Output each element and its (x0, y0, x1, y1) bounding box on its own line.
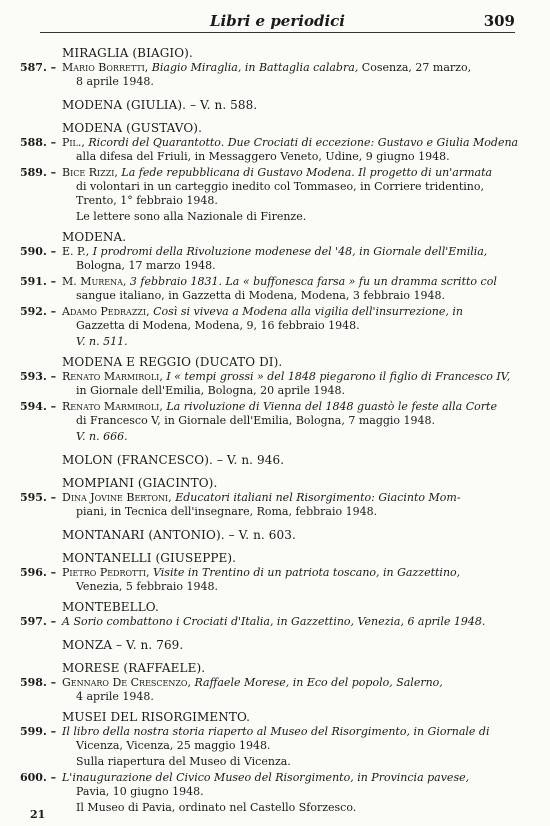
entry-title: A Sorio combattono i Crociati d'Italia, in Gazzettino, Venezia, 6 aprile 1948. (62, 615, 486, 628)
section-heading: MIRAGLIA (BIAGIO). (62, 46, 193, 60)
entry-number: 596. – (20, 566, 57, 579)
entry-number: 590. – (20, 245, 57, 258)
bibliography-entry (20, 566, 520, 594)
entry-number: 598. – (20, 676, 57, 689)
entry-note: Il Museo di Pavia, ordinato nel Castello Sforzesco. (76, 801, 357, 814)
entry-number: 587. – (20, 61, 57, 74)
cross-reference: V. n. 666. (76, 430, 128, 443)
entry-author: Gennaro De Crescenzo, (62, 676, 191, 689)
cross-reference: V. n. 511. (76, 335, 128, 348)
section-heading: MOLON (FRANCESCO). – V. n. 946. (62, 453, 285, 467)
entry-body (62, 566, 520, 580)
entry-title: Biagio Miraglia, in Battaglia calabra, (151, 61, 359, 74)
entry-title: I prodromi della Rivoluzione modenese del '48, in Giornale dell'Emilia, (92, 245, 488, 258)
entry-title: Così si viveva a Modena alla vigilia dell'insurrezione, in (153, 305, 463, 318)
section-heading: MONTANARI (ANTONIO). – V. n. 603. (62, 528, 296, 542)
entry-number: 591. – (20, 275, 57, 288)
entry-title: Raffaele Morese, in Eco del popolo, Salerno, (194, 676, 443, 689)
running-title: Libri e periodici (210, 12, 345, 30)
section-heading: MODENA E REGGIO (DUCATO DI). (62, 355, 283, 369)
entry-continuation: di Francesco V, in Giornale dell'Emilia, Bologna, 7 maggio 1948. (76, 414, 436, 427)
entry-number: 597. – (20, 615, 57, 628)
entry-number: 595. – (20, 491, 57, 504)
entry-author: Adamo Pedrazzi, (62, 305, 150, 318)
entry-continuation: in Giornale dell'Emilia, Bologna, 20 aprile 1948. (76, 384, 346, 397)
entry-continuation: Gazzetta di Modena, Modena, 9, 16 febbraio 1948. (76, 319, 360, 332)
entry-continuation: sangue italiano, in Gazzetta di Modena, Modena, 3 febbraio 1948. (76, 289, 445, 302)
section-heading: MONTANELLI (GIUSEPPE). (62, 551, 237, 565)
entry-continuation: Vicenza, Vicenza, 25 maggio 1948. (76, 739, 271, 752)
entry-number: 593. – (20, 370, 57, 383)
entry-body (62, 676, 520, 690)
entry-body (62, 245, 520, 259)
entry-continuation: alla difesa del Friuli, in Messaggero Veneto, Udine, 9 giugno 1948. (76, 150, 450, 163)
section-heading: MODENA. (62, 230, 127, 244)
entry-body (62, 400, 520, 414)
bibliography-entry (20, 491, 520, 519)
section-heading: MODENA (GIULIA). – V. n. 588. (62, 98, 258, 112)
entry-note: Sulla riapertura del Museo di Vicenza. (76, 755, 291, 768)
page-number: 309 (483, 12, 515, 30)
entry-details: Cosenza, 27 marzo, (361, 61, 472, 74)
signature-mark: 21 (30, 808, 46, 821)
entry-note: Le lettere sono alla Nazionale di Firenze. (76, 210, 307, 223)
entry-author: Pil., (62, 136, 85, 149)
entry-number: 594. – (20, 400, 57, 413)
section-heading: MONZA – V. n. 769. (62, 638, 184, 652)
entry-body (62, 370, 520, 384)
entry-title: La fede repubblicana di Gustavo Modena. Il progetto di un'armata (121, 166, 493, 179)
entry-body (62, 136, 520, 150)
entry-number: 592. – (20, 305, 57, 318)
entry-title: 3 febbraio 1831. La « buffonesca farsa » fu un dramma scritto col (129, 275, 497, 288)
entry-body (62, 615, 520, 629)
entry-continuation: Bologna, 17 marzo 1948. (76, 259, 216, 272)
entry-title: L'inaugurazione del Civico Museo del Risorgimento, in Provincia pavese, (62, 771, 470, 784)
bibliography-entry (20, 771, 520, 799)
section-heading: MORESE (RAFFAELE). (62, 661, 206, 675)
entry-author: Renato Marmiroli, (62, 400, 163, 413)
entry-title: Educatori italiani nel Risorgimento: Giacinto Mom- (175, 491, 461, 504)
entry-continuation: di volontari in un carteggio inedito col Tommaseo, in Corriere tridentino, (76, 180, 484, 193)
bibliography-entry (20, 245, 520, 273)
entry-body (62, 275, 520, 289)
entry-continuation: 4 aprile 1948. (76, 690, 154, 703)
bibliography-entry (20, 370, 520, 398)
bibliography-entry (20, 136, 520, 164)
bibliography-entry (20, 615, 520, 629)
entry-title: Ricordi del Quarantotto. Due Crociati di eccezione: Gustavo e Giulia Modena (88, 136, 519, 149)
bibliography-entry (20, 305, 520, 333)
bibliography-entry (20, 725, 520, 753)
entry-body (62, 771, 520, 785)
entry-author: M. Murena, (62, 275, 127, 288)
entry-author: E. P., (62, 245, 90, 258)
bibliography-list (20, 46, 520, 817)
bibliography-entry (20, 676, 520, 704)
entry-title: La rivoluzione di Vienna del 1848 guastò le feste alla Corte (166, 400, 497, 413)
entry-author: Bice Rizzi, (62, 166, 118, 179)
section-heading: MODENA (GUSTAVO). (62, 121, 202, 135)
entry-body (62, 725, 520, 739)
bibliography-entry (20, 400, 520, 428)
bibliography-entry (20, 275, 520, 303)
section-heading: MOMPIANI (GIACINTO). (62, 476, 218, 490)
entry-title: Visite in Trentino di un patriota toscano, in Gazzettino, (153, 566, 461, 579)
entry-author: Dina Jovine Bertoni, (62, 491, 172, 504)
entry-body (62, 305, 520, 319)
entry-continuation: Trento, 1° febbraio 1948. (76, 194, 218, 207)
section-heading: MONTEBELLO. (62, 600, 159, 614)
running-header (40, 6, 515, 33)
entry-number: 589. – (20, 166, 57, 179)
entry-author: Mario Borretti, (62, 61, 149, 74)
section-heading: MUSEI DEL RISORGIMENTO. (62, 710, 251, 724)
entry-title: I « tempi grossi » del 1848 piegarono il figlio di Francesco IV, (166, 370, 511, 383)
bibliography-entry (20, 61, 520, 89)
entry-continuation: Venezia, 5 febbraio 1948. (76, 580, 219, 593)
entry-title: Il libro della nostra storia riaperto al Museo del Risorgimento, in Giornale di (62, 725, 490, 738)
entry-body (62, 61, 520, 75)
entry-continuation: 8 aprile 1948. (76, 75, 154, 88)
bibliography-entry (20, 166, 520, 208)
entry-number: 600. – (20, 771, 57, 784)
entry-continuation: Pavia, 10 giugno 1948. (76, 785, 204, 798)
entry-continuation: piani, in Tecnica dell'insegnare, Roma, febbraio 1948. (76, 505, 378, 518)
entry-body (62, 491, 520, 505)
entry-number: 588. – (20, 136, 57, 149)
entry-author: Renato Marmiroli, (62, 370, 163, 383)
entry-author: Pietro Pedrotti, (62, 566, 150, 579)
entry-body (62, 166, 520, 180)
entry-number: 599. – (20, 725, 57, 738)
